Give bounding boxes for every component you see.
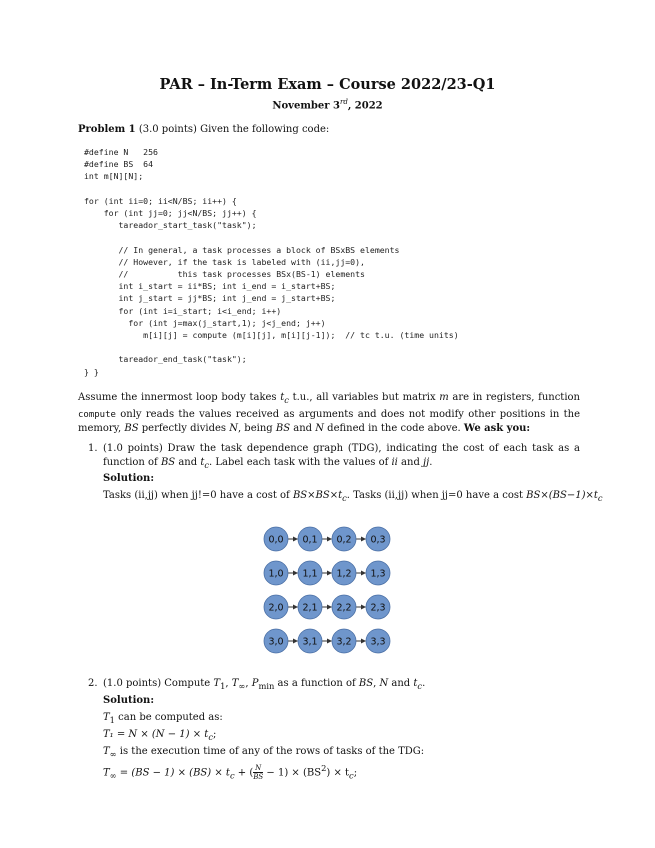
tdg-node-label: 1,2 xyxy=(336,568,352,580)
solution-2-line-4: $T_\infty = (BS - 1) \times (BS) \times t_c$ + ( $\frac{N}{BS}$ − $1) \times (BS^2) \times t_c$; xyxy=(103,763,358,782)
tdg-node-label: 3,1 xyxy=(302,636,318,648)
tdg-node-label: 0,3 xyxy=(370,534,386,546)
tdg-node-label: 1,3 xyxy=(370,568,386,580)
solution-1-text: Tasks (ii,jj) when jj!=0 have a cost of $BS\times BS\times t_c$. Tasks (ii,jj) when jj=0 have a cost $BS\times(BS-1)\times t_c$ xyxy=(103,490,603,503)
question-1-number: 1. xyxy=(88,443,98,454)
date-sup: rd xyxy=(340,98,348,106)
date-suffix: , 2022 xyxy=(347,100,383,112)
code-block: #define N 256 #define BS 64 int m[N][N]; for (int ii=0; ii<N/BS; ii++) { for (int jj=0; jj<N/BS; jj++) { tareador_start_task("task"); // In general, a task processes a block of BSxBS elements // However, if the task is labeled with (ii,jj=0), // this task processes BSx(BS-1) elements int i_start = ii*BS; int i_end = i_start+BS; int j_start = jj*BS; int j_end = j_start+BS; for (int i=i_start; i<i_end; i++) for (int j=max(j_start,1); j<j_end; j++) m[i][j] = compute (m[i][j], m[i][j-1]); // tc t.u. (time units) tareador_end_task("task"); } } xyxy=(84,147,459,377)
task-dependence-graph xyxy=(258,522,398,658)
problem-label: Problem 1 xyxy=(78,124,136,135)
tdg-node-label: 3,0 xyxy=(268,636,284,648)
question-1-text: (1.0 points) Draw the task dependence graph (TDG), indicating the cost of each task as a function of BS and $t_c$. Label each task with the values of ii and jj. xyxy=(103,443,580,470)
tdg-node-label: 3,2 xyxy=(336,636,352,648)
solution-2-line-2: $T_1 = N \times (N - 1) \times t_c$; xyxy=(103,729,217,742)
ask-label: We ask you: xyxy=(463,423,531,434)
tdg-node-label: 2,2 xyxy=(336,602,352,614)
tdg-node-label: 1,1 xyxy=(302,568,318,580)
solution-2-line-1: $T_1$ can be computed as: xyxy=(103,712,223,725)
page-title: PAR – In-Term Exam – Course 2022/23-Q1 xyxy=(159,76,496,93)
solution-2-label: Solution: xyxy=(103,695,155,706)
tdg-node-label: 1,0 xyxy=(268,568,284,580)
question-2-text: (1.0 points) Compute $T_1$, $T_\infty$, $P_{min}$ as a function of BS, N and $t_c$. xyxy=(103,678,426,691)
problem-heading xyxy=(78,124,329,135)
solution-1-label: Solution: xyxy=(103,473,155,484)
tdg-node-label: 3,3 xyxy=(370,636,386,648)
assumption-paragraph: Assume the innermost loop body takes $t_c$ t.u., all variables but matrix m are in registers, function compute only reads the values received as arguments and does not modify other positions in the memory, BS perfectly divides N, being BS and N defined in the code above. We ask you: xyxy=(78,392,580,434)
tdg-node-label: 0,1 xyxy=(302,534,318,546)
tdg-node-label: 2,3 xyxy=(370,602,386,614)
tdg-node-label: 2,1 xyxy=(302,602,318,614)
solution-2-line-3: $T_\infty$ is the execution time of any of the rows of tasks of the TDG: xyxy=(103,746,425,759)
question-2-number: 2. xyxy=(88,678,98,689)
date-prefix: November 3 xyxy=(272,100,340,112)
tdg-node-label: 0,2 xyxy=(336,534,352,546)
tdg-node-label: 2,0 xyxy=(268,602,284,614)
tdg-node-label: 0,0 xyxy=(268,534,284,546)
exam-date xyxy=(0,98,655,111)
problem-points: (3.0 points) Given the following code: xyxy=(138,124,330,135)
